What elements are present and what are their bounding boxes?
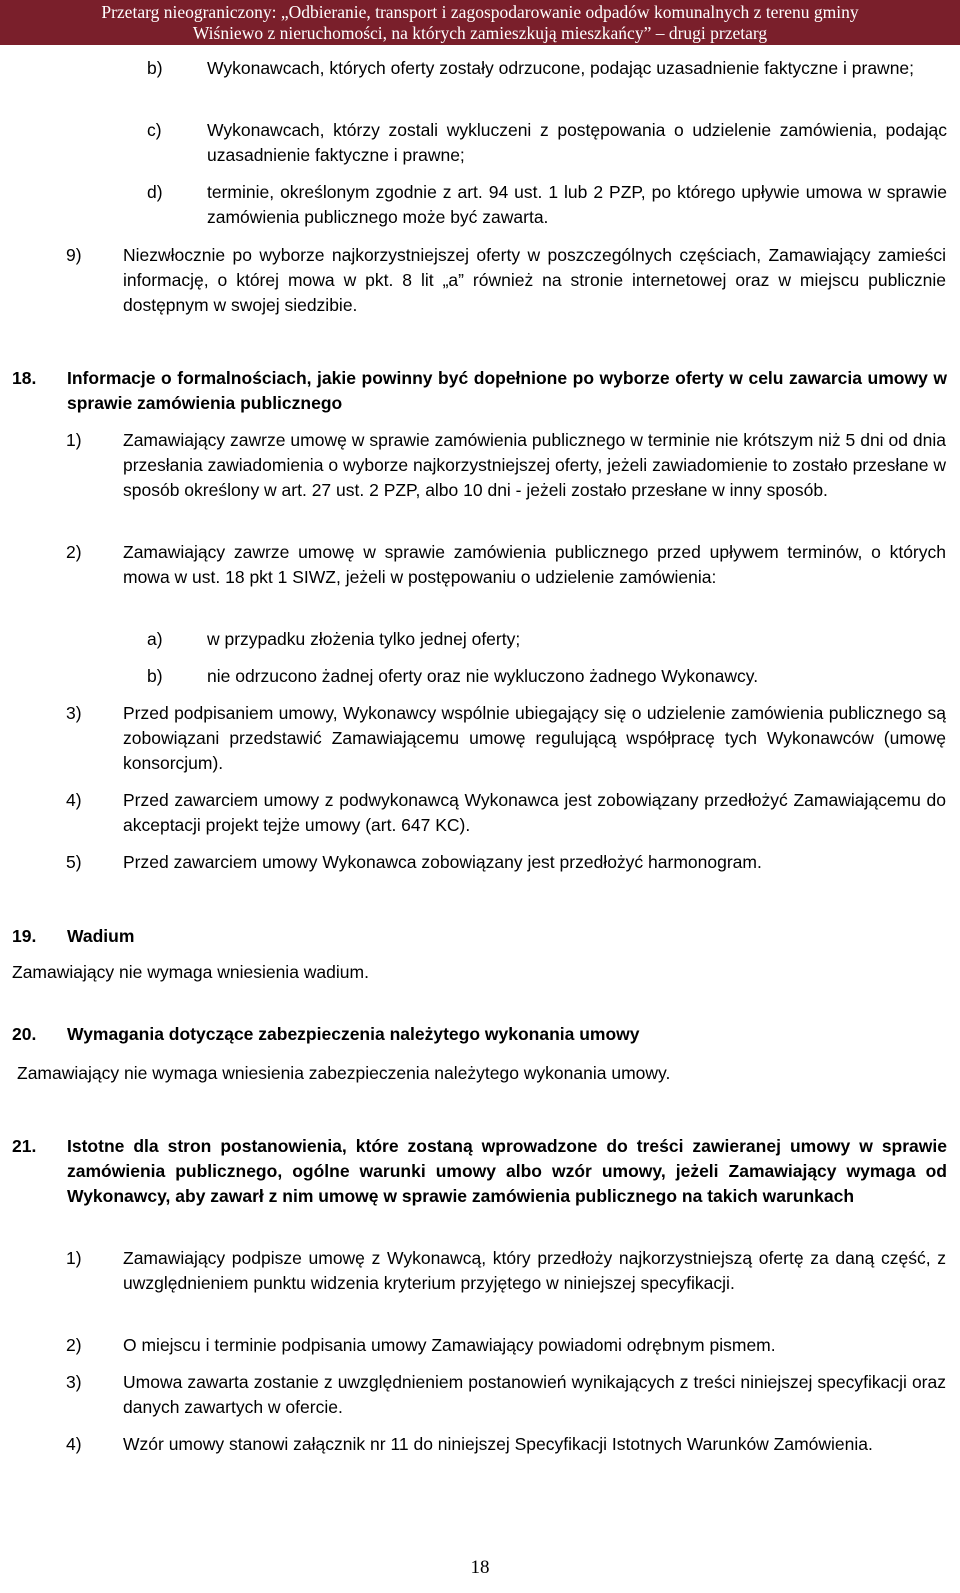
header-line-1: Przetarg nieograniczony: „Odbieranie, transport i zagospodarowanie odpadów komunalnych z terenu gminy <box>101 2 859 22</box>
list-text: nie odrzucono żadnej oferty oraz nie wykluczono żadnego Wykonawcy. <box>207 666 759 686</box>
section-title: Wadium <box>67 926 135 946</box>
section-number: 19. <box>12 926 37 946</box>
section-number: 20. <box>12 1024 37 1044</box>
document-header <box>0 0 960 45</box>
section-number: 18. <box>12 368 37 388</box>
list-marker: 9) <box>66 245 82 265</box>
header-line-2: Wiśniewo z nieruchomości, na których zamieszkują mieszkańcy” – drugi przetarg <box>192 23 768 43</box>
list-marker: 3) <box>66 1372 82 1392</box>
page-number: 18 <box>470 1557 490 1578</box>
list-text: w przypadku złożenia tylko jednej oferty; <box>207 629 521 649</box>
section-title: Informacje o formalnościach, jakie powinny być dopełnione po wyborze oferty w celu zawarcia umowy w sprawie zamówienia publicznego <box>67 368 947 413</box>
list-marker: 5) <box>66 852 82 872</box>
section-20-text: Zamawiający nie wymaga wniesienia zabezpieczenia należytego wykonania umowy. <box>17 1063 671 1083</box>
list-text: O miejscu i terminie podpisania umowy Zamawiający powiadomi odrębnym pismem. <box>123 1335 776 1355</box>
list-text: Zamawiający zawrze umowę w sprawie zamówienia publicznego w terminie nie krótszym niż 5 dni od dnia przesłania zawiadomienia o wyborze najkorzystniejszej oferty, jeżeli zawiadomienie to zostało przesłane w sposób określony w art. 27 ust. 2 PZP, albo 10 dni - jeżeli zostało przesłane w inny sposób. <box>123 430 946 500</box>
list-text: Przed zawarciem umowy z podwykonawcą Wykonawca jest zobowiązany przedłożyć Zamawiającemu do akceptacji projekt tejże umowy (art. 647 KC). <box>123 790 946 835</box>
list-marker: 2) <box>66 542 82 562</box>
list-marker: d) <box>147 182 163 202</box>
list-marker: 4) <box>66 790 82 810</box>
list-text: Umowa zawarta zostanie z uwzględnieniem postanowień wynikających z treści niniejszej specyfikacji oraz danych zawartych w ofercie. <box>123 1372 946 1417</box>
list-marker: 4) <box>66 1434 82 1454</box>
section-19-text: Zamawiający nie wymaga wniesienia wadium. <box>12 962 369 982</box>
list-marker: c) <box>147 120 162 140</box>
section-title: Wymagania dotyczące zabezpieczenia należytego wykonania umowy <box>67 1024 640 1044</box>
list-marker: 1) <box>66 1248 82 1268</box>
list-marker: a) <box>147 629 163 649</box>
list-text: Wykonawcach, których oferty zostały odrzucone, podając uzasadnienie faktyczne i prawne; <box>207 58 915 78</box>
list-marker: b) <box>147 58 163 78</box>
list-marker: 3) <box>66 703 82 723</box>
list-text: Wzór umowy stanowi załącznik nr 11 do niniejszej Specyfikacji Istotnych Warunków Zamówienia. <box>123 1434 873 1454</box>
list-text: terminie, określonym zgodnie z art. 94 ust. 1 lub 2 PZP, po którego upływie umowa w sprawie zamówienia publicznego może być zawarta. <box>207 182 947 227</box>
section-number: 21. <box>12 1136 37 1156</box>
list-text: Niezwłocznie po wyborze najkorzystniejszej oferty w poszczególnych częściach, Zamawiający zamieści informację, o której mowa w pkt. 8 lit „a” również na stronie internetowej oraz w miejscu publicznie dostępnym w swojej siedzibie. <box>123 245 946 315</box>
list-text: Przed podpisaniem umowy, Wykonawcy wspólnie ubiegający się o udzielenie zamówienia publicznego są zobowiązani przedstawić Zamawiającemu umowę regulującą współpracę tych Wykonawców (umowę konsorcjum). <box>123 703 946 773</box>
list-text: Zamawiający podpisze umowę z Wykonawcą, który przedłoży najkorzystniejszą ofertę za daną część, z uwzględnieniem punktu widzenia kryterium przyjętego w niniejszej specyfikacji. <box>123 1248 946 1293</box>
list-marker: b) <box>147 666 163 686</box>
list-marker: 2) <box>66 1335 82 1355</box>
list-marker: 1) <box>66 430 82 450</box>
list-text: Zamawiający zawrze umowę w sprawie zamówienia publicznego przed upływem terminów, o których mowa w ust. 18 pkt 1 SIWZ, jeżeli w postępowaniu o udzielenie zamówienia: <box>123 542 946 587</box>
section-title: Istotne dla stron postanowienia, które zostaną wprowadzone do treści zawieranej umowy w sprawie zamówienia publicznego, ogólne warunki umowy albo wzór umowy, jeżeli Zamawiający wymaga od Wykonawcy, aby zawarł z nim umowę w sprawie zamówienia publicznego na takich warunkach <box>67 1136 947 1206</box>
list-text: Przed zawarciem umowy Wykonawca zobowiązany jest przedłożyć harmonogram. <box>123 852 762 872</box>
list-text: Wykonawcach, którzy zostali wykluczeni z postępowania o udzielenie zamówienia, podając uzasadnienie faktyczne i prawne; <box>207 120 947 165</box>
